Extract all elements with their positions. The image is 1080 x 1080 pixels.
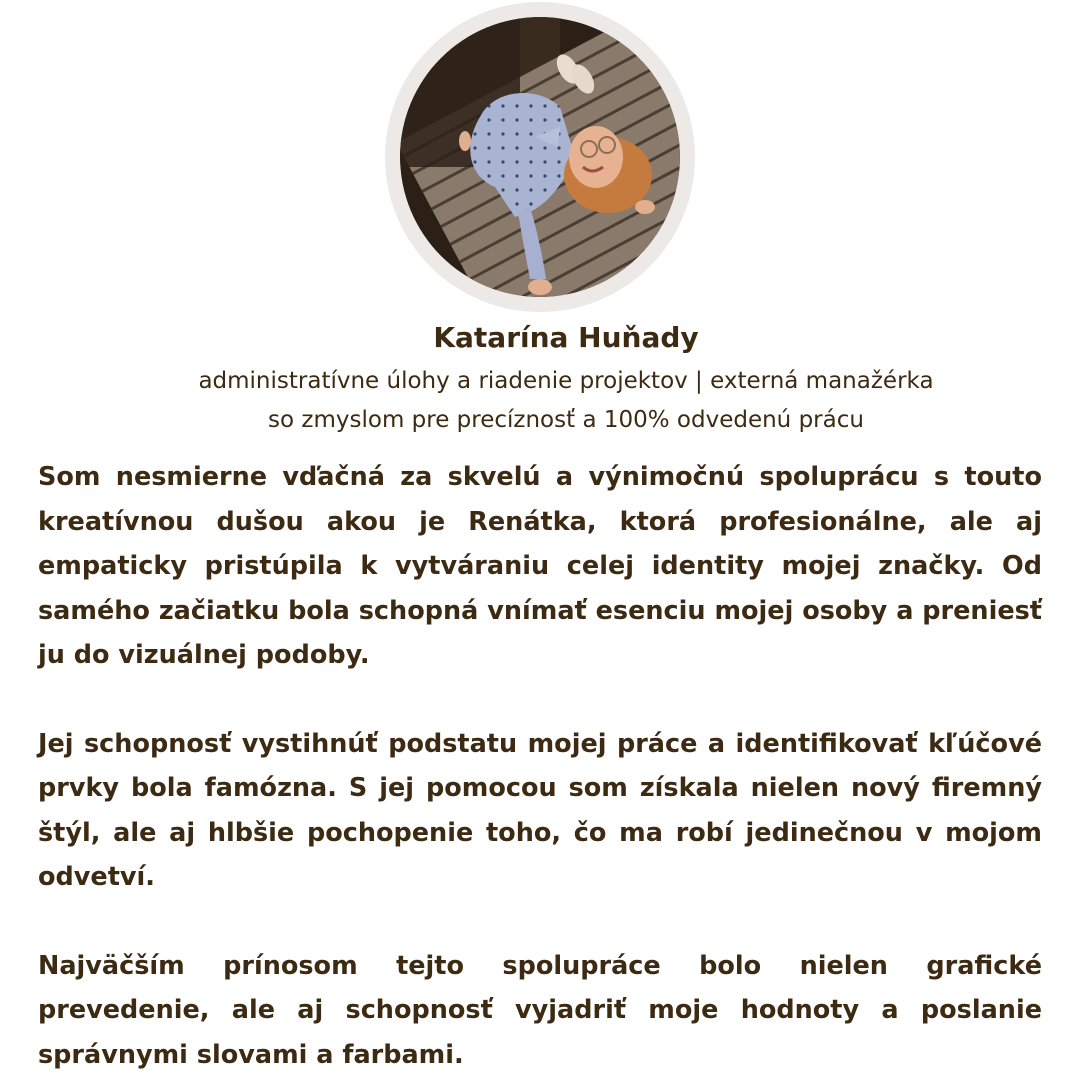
testimonial-paragraph-2: Jej schopnosť vystihnúť podstatu mojej práce a identifikovať kľúčové prvky bola famózna. S jej pomocou som získala nielen nový firemný štýl, ale aj hlbšie pochopenie toho, čo ma robí jedinečnou v mojom odvetví. (38, 728, 1042, 892)
testimonial-text (38, 455, 1042, 1080)
author-name: Katarína Huňady (433, 321, 699, 354)
testimonial-paragraph-3: Najväčším prínosom tejto spolupráce bolo nielen grafické prevedenie, ale aj schopnosť vyjadriť moje hodnoty a poslanie správnymi slovami a farbami. (38, 950, 1042, 1070)
author-description-line-2: so zmyslom pre precíznosť a 100% odvedenú prácu (268, 407, 864, 433)
testimonial-paragraph-1: Som nesmierne vďačná za skvelú a výnimočnú spoluprácu s touto kreatívnou dušou akou je Renátka, ktorá profesionálne, ale aj empaticky pristúpila k vytváraniu celej identity mojej značky. Od samého začiatku bola schopná vnímať esenciu mojej osoby a preniesť ju do vizuálnej podoby. (38, 462, 1042, 670)
avatar-photo (400, 17, 680, 297)
avatar-frame (385, 2, 695, 312)
author-description-line-1: administratívne úlohy a riadenie projektov | externá manažérka (198, 368, 934, 394)
author-description (100, 362, 1032, 440)
